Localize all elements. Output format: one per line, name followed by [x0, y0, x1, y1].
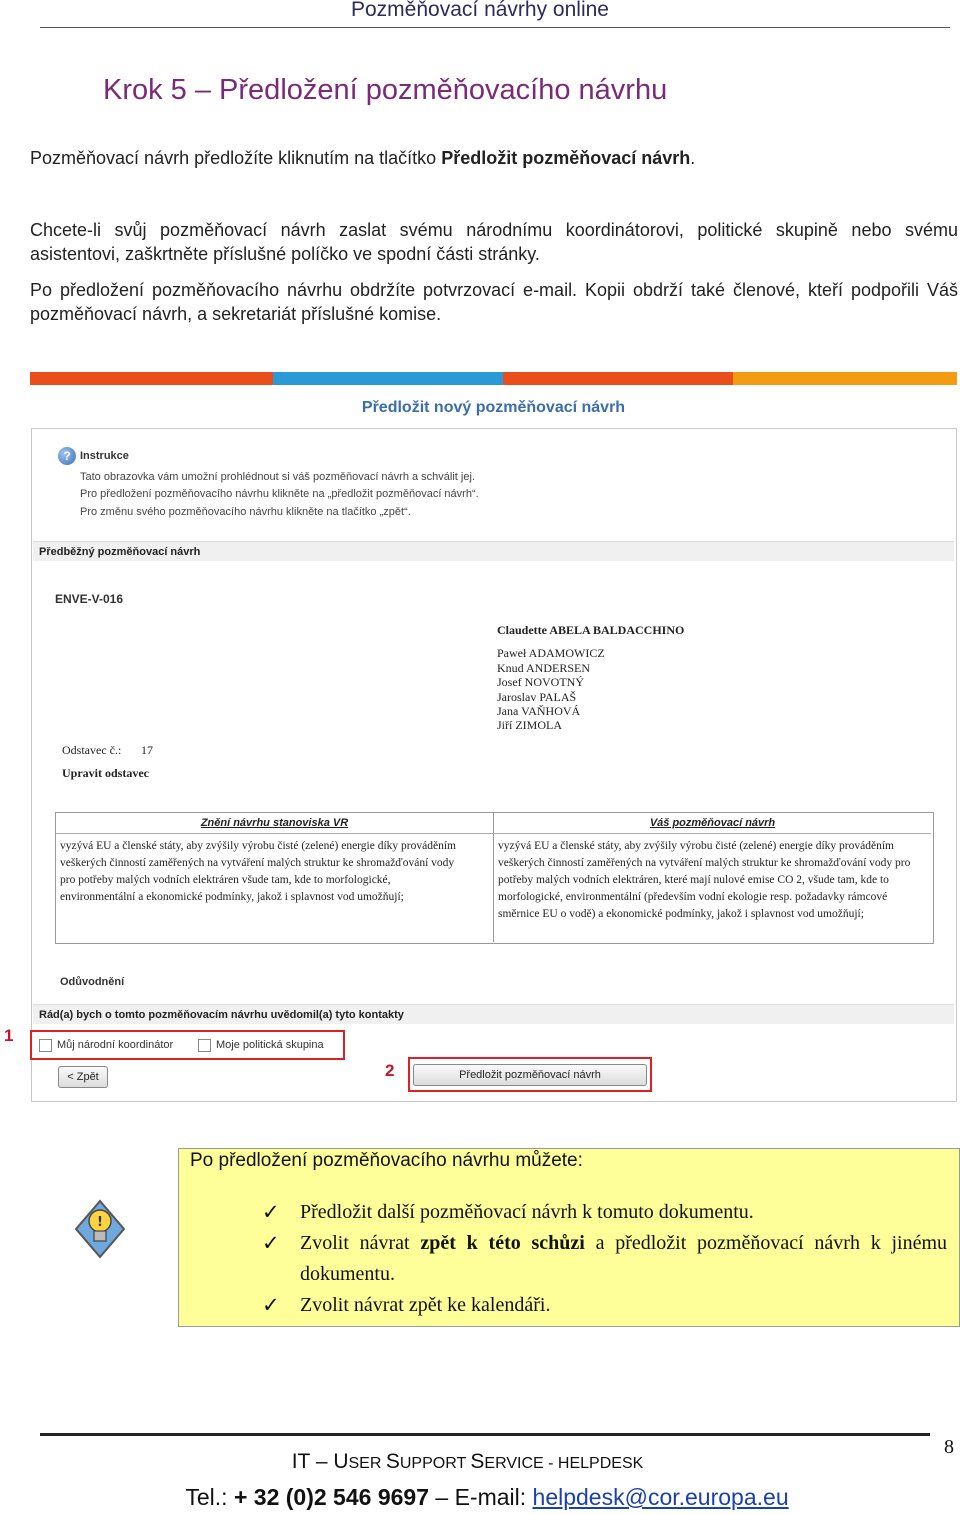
- justification-label: Odůvodnění: [60, 976, 125, 988]
- paragraph-number-value: 17: [141, 743, 153, 757]
- national-coordinator-label: Můj národní koordinátor: [57, 1039, 174, 1051]
- page-number: 8: [944, 1436, 954, 1458]
- info-icon: ?: [58, 447, 76, 465]
- check-icon: ✓: [262, 1231, 280, 1255]
- footer-service-text: ERVICE - H: [484, 1455, 570, 1472]
- instructions-title: Instrukce: [80, 450, 129, 462]
- color-bar: [273, 372, 503, 385]
- p1-button-name: Předložit pozměňovací návrh: [441, 148, 691, 168]
- check-icon: ✓: [262, 1200, 280, 1224]
- col-header-amendment: Váš pozměňovací návrh: [494, 813, 931, 834]
- paragraph-1: [30, 146, 958, 170]
- color-bars: [30, 372, 957, 385]
- notify-header: Rád(a) bych o tomto pozměňovacím návrhu uvědomil(a) tyto kontakty: [33, 1004, 954, 1024]
- instruction-line: Pro předložení pozměňovacího návrhu klikněte na „předložit pozměňovací návrh“.: [80, 488, 479, 500]
- national-coordinator-checkbox[interactable]: [39, 1039, 52, 1052]
- step-title: Krok 5 – Předložení pozměňovacího návrhu: [103, 74, 668, 106]
- footer-service-text: SER: [348, 1455, 386, 1472]
- header-divider: [40, 27, 950, 28]
- check-icon: ✓: [262, 1293, 280, 1317]
- tip-item: [262, 1228, 947, 1290]
- tip-item: [262, 1197, 947, 1228]
- tip-list: [262, 1197, 947, 1321]
- footer-service-text: ELPDESK: [569, 1455, 644, 1472]
- email-label: – E-mail:: [429, 1484, 533, 1510]
- submit-amendment-button[interactable]: Předložit pozměňovací návrh: [413, 1064, 647, 1086]
- paragraph-number-label: Odstavec č.:: [62, 743, 122, 757]
- tip-item-text: a předložit pozměňovací návrh k jinému dokumentu.: [300, 1232, 948, 1285]
- p1-text: Pozměňovací návrh předložíte kliknutím na tlačítko: [30, 148, 442, 168]
- tip-item: [262, 1290, 947, 1321]
- tip-item-text: Zvolit návrat zpět ke kalendáři.: [300, 1294, 551, 1316]
- running-header: Pozměňovací návrhy online: [351, 0, 609, 21]
- instruction-line: Pro změnu svého pozměňovacího návrhu klikněte na tlačítko „zpět“.: [80, 506, 411, 518]
- original-text: vyzývá EU a členské státy, aby zvýšily výrobu čisté (zelené) energie díky prováděním veškerých činností zaměřených na vytváření malých struktur ke shromažďování vody pro potřeby malých vodních elektráren všude tam, kde to morfologické, environmentální a ekonomické podmínky, jakož i splavnost vod umožňují;: [60, 840, 456, 903]
- amendment-number: ENVE-V-016: [55, 592, 124, 606]
- back-button[interactable]: < Zpět: [58, 1066, 108, 1088]
- edit-paragraph-link[interactable]: Upravit odstavec: [62, 766, 149, 780]
- author-main: Claudette ABELA BALDACCHINO: [497, 623, 685, 637]
- tip-item-text: Předložit další pozměňovací návrh k tomuto dokumentu.: [300, 1201, 754, 1223]
- footer-service: [0, 1450, 935, 1474]
- color-bar: [503, 372, 733, 385]
- political-group-checkbox[interactable]: [198, 1039, 211, 1052]
- p1-end: .: [690, 148, 696, 168]
- paragraph-3: Po předložení pozměňovacího návrhu obdržíte potvrzovací e-mail. Kopii obdrží také členové, kteří podpořili Váš pozměňovací návrh, a sekretariát příslušné komise.: [30, 280, 958, 324]
- form-title: Předložit nový pozměňovací návrh: [361, 399, 626, 416]
- tip-heading: Po předložení pozměňovacího návrhu můžete:: [190, 1150, 583, 1171]
- marker-2: 2: [385, 1061, 395, 1080]
- form-panel: [31, 428, 957, 1102]
- tel-label: Tel.:: [185, 1484, 234, 1510]
- footer-service-text: S: [470, 1450, 485, 1473]
- instruction-line: Tato obrazovka vám umožní prohlédnout si váš pozměňovací návrh a schválit jej.: [80, 471, 475, 483]
- color-bar: [733, 372, 957, 385]
- paragraph-2: Chcete-li svůj pozměňovací návrh zaslat svému národnímu koordinátorovi, politické skupině nebo svému asistentovi, zaškrtněte příslušné políčko ve spodní části stránky.: [30, 220, 958, 264]
- cosigner: Jiří ZIMOLA: [497, 718, 562, 732]
- color-bar: [30, 372, 273, 385]
- amended-text: vyzývá EU a členské státy, aby zvýšily výrobu čisté (zelené) energie díky prováděním veškerých činností zaměřených na vytváření malých struktur ke shromažďování vody pro potřeby malých vodních elektráren, které mají nulové emise CO 2, všude tam, kde to morfologické, environmentální (především vodní ekologie resp. požadavky rámcové směrnice EU o vodě) a ekonomické podmínky, jakož i splavnost vod umožňují;: [498, 840, 911, 920]
- cosigner: Jana VAŇHOVÁ: [497, 704, 581, 718]
- footer-contact: [0, 1484, 960, 1511]
- tip-item-text: Zvolit návrat: [300, 1232, 421, 1254]
- cosigner: Knud ANDERSEN: [497, 661, 591, 675]
- cosigner: Jaroslav PALAŠ: [497, 690, 577, 704]
- cosigner: Paweł ADAMOWICZ: [497, 646, 605, 660]
- political-group-label: Moje politická skupina: [216, 1039, 324, 1051]
- tel-value: + 32 (0)2 546 9697: [233, 1484, 429, 1510]
- preliminary-header: Předběžný pozměňovací návrh: [33, 541, 954, 561]
- footer-service-text: UPPORT: [399, 1455, 471, 1472]
- tip-item-emphasis: zpět k této schůzi: [420, 1232, 585, 1254]
- email-link[interactable]: helpdesk@cor.europa.eu: [532, 1484, 789, 1510]
- marker-1: 1: [4, 1026, 14, 1045]
- svg-text:!: !: [97, 1215, 103, 1230]
- footer-service-text: IT – U: [291, 1450, 349, 1473]
- cosigner: Josef NOVOTNÝ: [497, 675, 584, 689]
- lightbulb-icon: [70, 1195, 130, 1265]
- footer-divider: [40, 1433, 930, 1436]
- col-header-original: Znění návrhu stanoviska VR: [56, 813, 493, 834]
- footer-service-text: S: [385, 1450, 400, 1473]
